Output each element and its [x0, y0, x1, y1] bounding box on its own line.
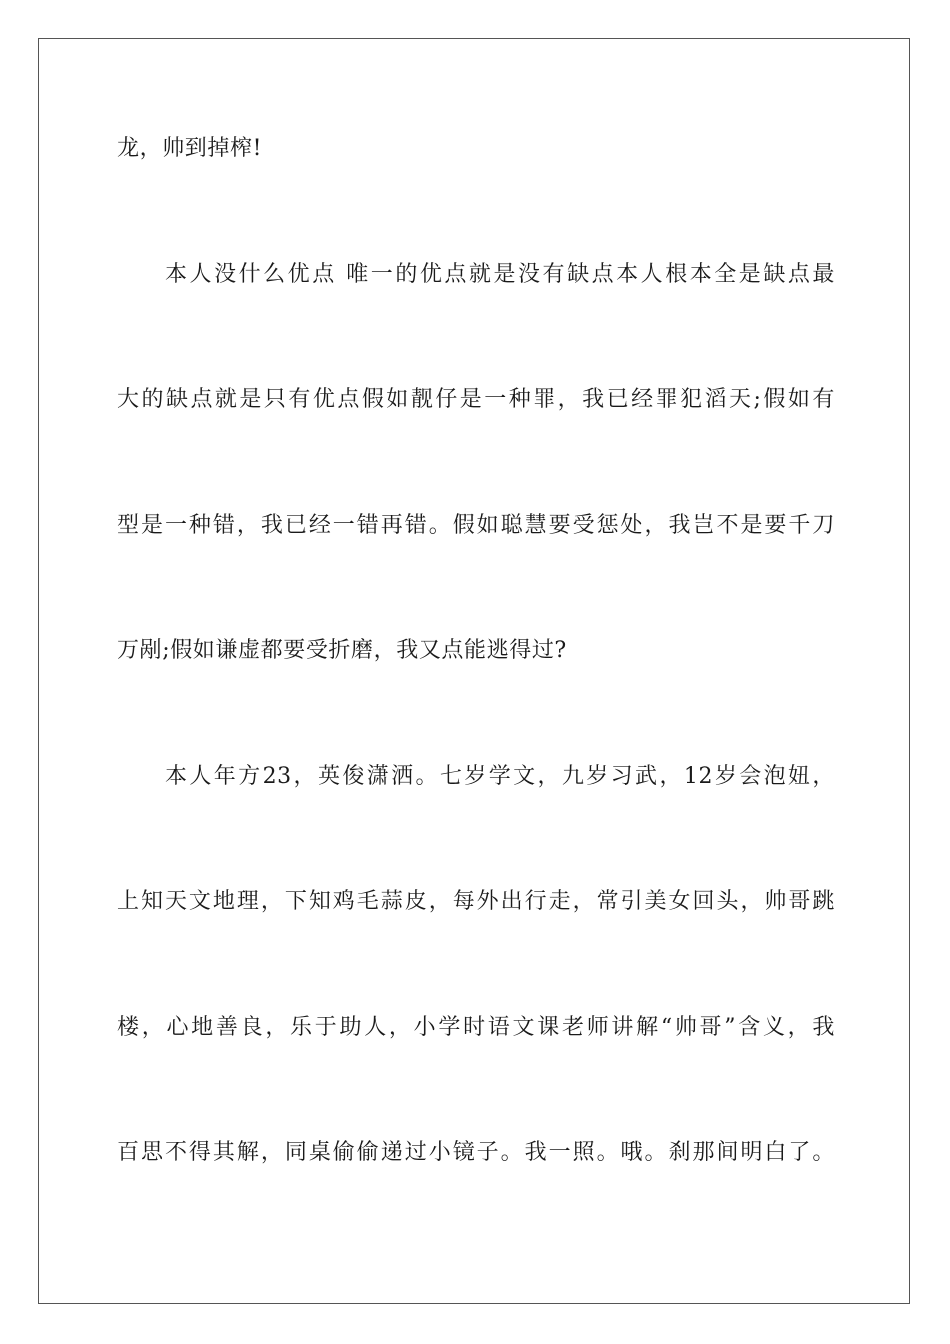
text-line-8: 楼，心地善良，乐于助人，小学时语文课老师讲解“帅哥”含义，我	[117, 1015, 835, 1040]
text-line-5: 万剐;假如谦虚都要受折磨，我又点能逃得过?	[117, 638, 567, 663]
page-border	[38, 38, 910, 1304]
text-line-9: 百思不得其解，同桌偷偷递过小镜子。我一照。哦。刹那间明白了。	[117, 1140, 835, 1165]
text-line-4: 型是一种错，我已经一错再错。假如聪慧要受惩处，我岂不是要千刀	[117, 513, 835, 538]
text-line-1: 龙，帅到掉榨!	[117, 136, 263, 161]
text-line-3: 大的缺点就是只有优点假如靓仔是一种罪，我已经罪犯滔天;假如有	[117, 387, 835, 412]
text-line-2: 本人没什么优点 唯一的优点就是没有缺点本人根本全是缺点最	[165, 262, 835, 287]
text-line-7: 上知天文地理，下知鸡毛蒜皮，每外出行走，常引美女回头，帅哥跳	[117, 889, 835, 914]
text-line-6: 本人年方23，英俊潇洒。七岁学文，九岁习武，12岁会泡妞，	[165, 764, 835, 789]
